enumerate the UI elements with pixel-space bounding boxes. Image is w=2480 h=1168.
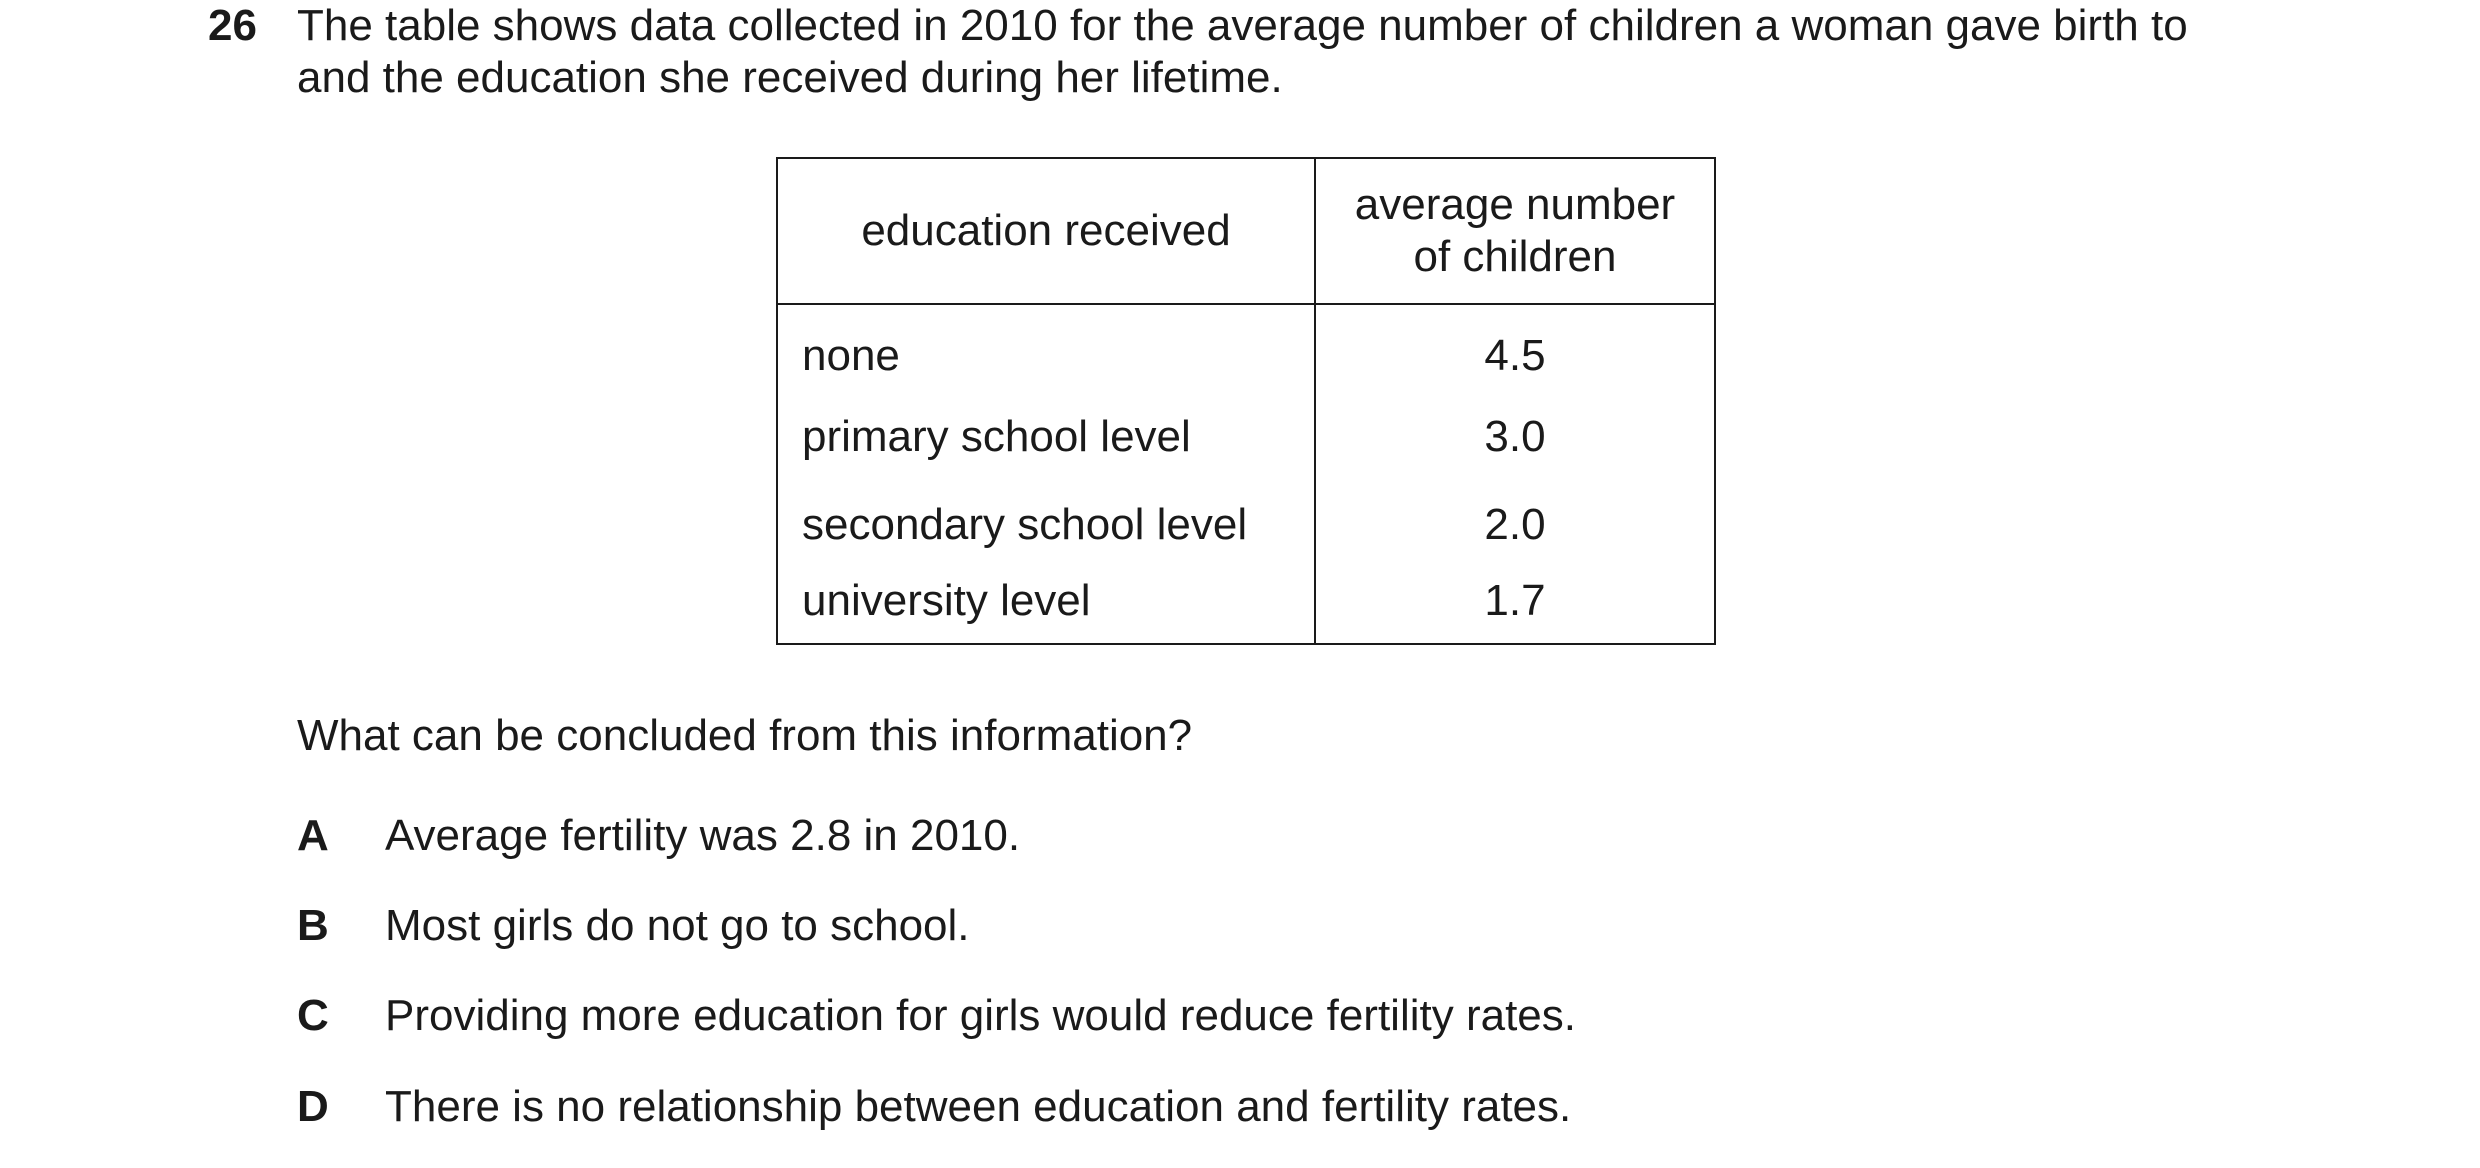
option-a[interactable] bbox=[297, 810, 1020, 862]
option-text: Average fertility was 2.8 in 2010. bbox=[385, 811, 1021, 860]
table-row bbox=[777, 304, 1715, 393]
option-letter: C bbox=[297, 991, 329, 1040]
cell-average: 4.5 bbox=[1315, 304, 1715, 393]
header-average-line-2: of children bbox=[1413, 232, 1617, 281]
cell-average: 3.0 bbox=[1315, 393, 1715, 481]
option-letter: A bbox=[297, 811, 329, 860]
cell-education: university level bbox=[777, 569, 1315, 644]
cell-education: none bbox=[777, 304, 1315, 393]
option-letter: D bbox=[297, 1082, 329, 1131]
cell-average: 2.0 bbox=[1315, 481, 1715, 569]
table-row bbox=[777, 569, 1715, 644]
cell-education: secondary school level bbox=[777, 481, 1315, 569]
question-number: 26 bbox=[208, 1, 257, 50]
option-text: There is no relationship between education and fertility rates. bbox=[385, 1082, 1572, 1131]
education-fertility-table bbox=[776, 157, 1716, 645]
question-stem bbox=[297, 0, 2397, 104]
header-average-line-1: average number bbox=[1354, 180, 1676, 229]
option-d[interactable] bbox=[297, 1081, 1571, 1133]
header-average-children bbox=[1315, 158, 1715, 304]
cell-average: 1.7 bbox=[1315, 569, 1715, 644]
table-row bbox=[777, 481, 1715, 569]
header-education-received: education received bbox=[777, 158, 1315, 304]
cell-education: primary school level bbox=[777, 393, 1315, 481]
option-letter: B bbox=[297, 901, 329, 950]
question-stem-line-2: and the education she received during her lifetime. bbox=[297, 53, 1283, 102]
option-b[interactable] bbox=[297, 900, 970, 952]
option-text: Most girls do not go to school. bbox=[385, 901, 970, 950]
table-header-row bbox=[777, 158, 1715, 304]
table-row bbox=[777, 393, 1715, 481]
question-prompt: What can be concluded from this information? bbox=[297, 711, 1193, 760]
question-stem-line-1: The table shows data collected in 2010 for the average number of children a woman gave birth to bbox=[297, 1, 2188, 50]
option-text: Providing more education for girls would reduce fertility rates. bbox=[385, 991, 1576, 1040]
option-c[interactable] bbox=[297, 990, 1576, 1042]
